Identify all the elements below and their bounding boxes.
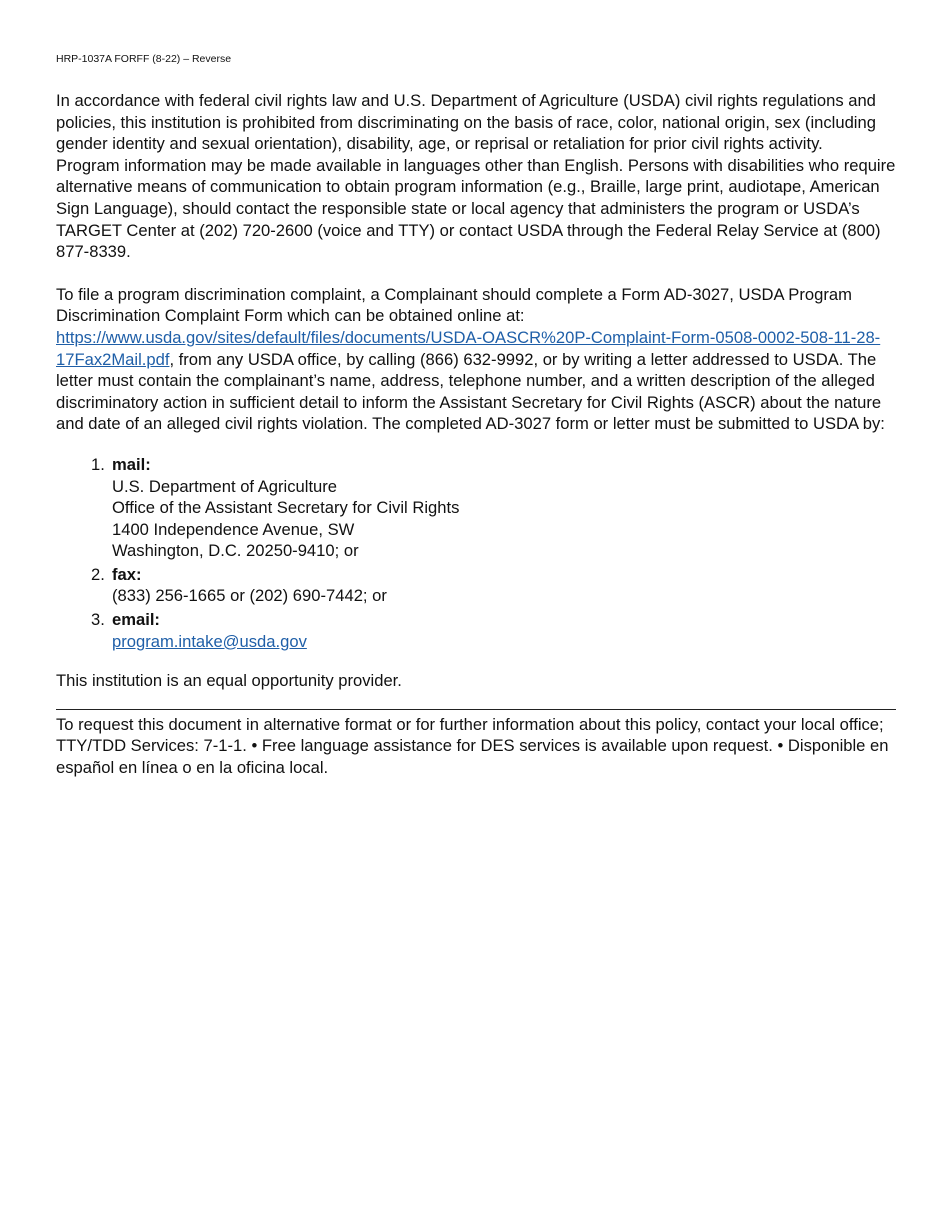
complaint-form-link[interactable]: https://www.usda.gov/sites/default/files/documents/USDA-OASCR%20P-Complaint-Form-0508-0002-508-11-28-17Fax2Mail.pdf: [56, 327, 881, 369]
method-title: email:: [112, 610, 160, 630]
submission-methods-list: [56, 454, 896, 652]
method-number: 3.: [91, 610, 105, 630]
accessibility-footer: To request this document in alternative format or for further information about this policy, contact your local office; TTY/TDD Services: 7-1-1. • Free language assistance for DES services is available upon request. • Disponible en español en línea o en la oficina local.: [56, 714, 889, 778]
method-title: mail:: [112, 454, 151, 474]
method-title: fax:: [112, 564, 142, 584]
email-link[interactable]: program.intake@usda.gov: [112, 631, 307, 651]
method-number: 2.: [91, 564, 105, 584]
paragraph-spacer: [56, 263, 896, 284]
complaint-paragraph: [56, 284, 896, 435]
address-line: 1400 Independence Avenue, SW: [112, 519, 355, 539]
address-line: Office of the Assistant Secretary for Civil Rights: [112, 498, 460, 518]
address-line: Washington, D.C. 20250-9410; or: [112, 541, 359, 561]
method-fax: [56, 564, 896, 607]
complaint-details: , from any USDA office, by calling (866) 632-9992, or by writing a letter addressed to USDA. The letter must contain the complainant’s name, address, telephone number, and a written description of the alleged discriminatory action in sufficient detail to inform the Assistant Secretary for Civil Rights (ASCR) about the nature and date of an alleged civil rights violation. The completed AD-3027 form or letter must be submitted to USDA by:: [56, 349, 885, 434]
language-access-paragraph: Program information may be made available in languages other than English. Persons with disabilities who require alternative means of communication to obtain program information (e.g., Braille, large print, audiotape, American Sign Language), should contact the responsible state or local agency that administers the program or USDA’s TARGET Center at (202) 720-2600 (voice and TTY) or contact USDA through the Federal Relay Service at (800) 877-8339.: [56, 155, 896, 262]
nondiscrimination-paragraph: In accordance with federal civil rights law and U.S. Department of Agriculture (USDA) civil rights regulations and policies, this institution is prohibited from discriminating on the basis of race, color, national origin, sex (including gender identity and sexual orientation), disability, age, or reprisal or retaliation for prior civil rights activity.: [56, 91, 876, 154]
complaint-intro: To file a program discrimination complaint, a Complainant should complete a Form AD-3027, USDA Program Discrimination Complaint Form which can be obtained online at:: [56, 284, 852, 326]
document-page: [56, 50, 896, 779]
section-divider: [56, 709, 896, 710]
method-email: [56, 609, 896, 652]
method-mail: [56, 454, 896, 562]
fax-numbers: (833) 256-1665 or (202) 690-7442; or: [112, 586, 387, 606]
address-line: U.S. Department of Agriculture: [112, 476, 338, 496]
form-identifier: HRP-1037A FORFF (8-22) – Reverse: [56, 53, 232, 65]
equal-opportunity-statement: This institution is an equal opportunity provider.: [56, 671, 402, 691]
method-number: 1.: [91, 454, 105, 474]
